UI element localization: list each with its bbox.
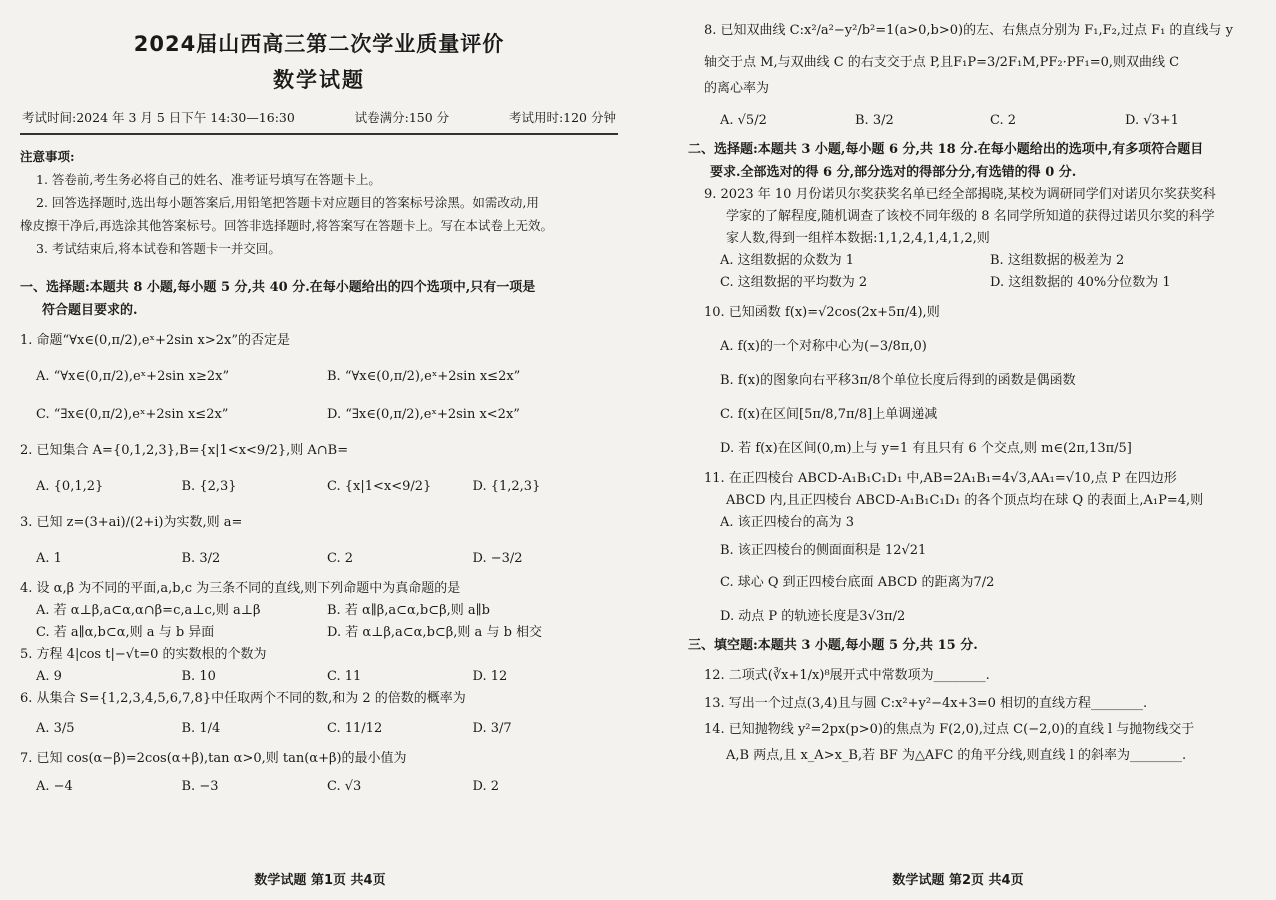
section-2-heading: 二、选择题:本题共 3 小题,每小题 6 分,共 18 分.在每小题给出的选项中,有多项符合题目 [688,142,1204,157]
option-a: A. 3/5 [36,721,75,736]
option-c: C. 若 a∥α,b⊂α,则 a 与 b 异面 [36,625,215,640]
section-3-heading: 三、填空题:本题共 3 小题,每小题 5 分,共 15 分. [688,638,978,653]
question-14-line-2: A,B 两点,且 x_A>x_B,若 BF 为△AFC 的角平分线,则直线 l 的斜率为________. [726,748,1187,763]
option-a: A. −4 [36,779,73,794]
exam-subject: 数学试题 [273,68,365,92]
option-a: A. √5/2 [720,113,767,128]
option-c: C. 2 [990,113,1017,128]
question-6: 6. 从集合 S={1,2,3,4,5,6,7,8}中任取两个不同的数,和为 2 的倍数的概率为 [20,691,466,706]
question-8-line-3: 的离心率为 [704,81,770,96]
option-c: C. 这组数据的平均数为 2 [720,275,868,290]
question-14-line-1: 14. 已知抛物线 y²=2px(p>0)的焦点为 F(2,0),过点 C(−2,0)的直线 l 与抛物线交于 [704,722,1195,737]
question-12: 12. 二项式(∛x+1/x)⁸展开式中常数项为________. [704,668,990,683]
question-1-options-2 [20,404,618,426]
option-b: B. 1/4 [181,721,221,736]
option-d: D. √3+1 [1125,113,1179,128]
option-d: D. 2 [472,779,499,794]
question-2-options [20,476,618,498]
option-a: A. “∀x∈(0,π/2),eˣ+2sin x≥2x” [36,369,230,384]
option-b: B. 这组数据的极差为 2 [990,253,1125,268]
question-3-options [20,548,618,570]
question-10: 10. 已知函数 f(x)=√2cos(2x+5π/4),则 [704,305,940,320]
question-13: 13. 写出一个过点(3,4)且与圆 C:x²+y²−4x+3=0 相切的直线方程________. [704,696,1148,711]
option-b: B. 该正四棱台的侧面面积是 12√21 [720,543,927,558]
exam-info [20,108,618,135]
option-b: B. “∀x∈(0,π/2),eˣ+2sin x≤2x” [327,369,521,384]
exam-time: 考试时间:2024 年 3 月 5 日下午 14:30—16:30 [22,110,295,125]
option-d: D. “∃x∈(0,π/2),eˣ+2sin x<2x” [327,407,520,422]
page-footer: 数学试题 第1页 共4页 [254,873,386,888]
notes [20,145,618,260]
option-a: A. 该正四棱台的高为 3 [720,515,855,530]
page-2 [640,0,1276,900]
option-c: C. 11 [327,669,362,684]
section-2-heading-cont: 要求.全部选对的得 6 分,部分选对的得部分分,有选错的得 0 分. [710,165,1077,180]
question-8-options [704,110,1260,132]
option-b: B. 3/2 [181,551,221,566]
option-c: C. √3 [327,779,362,794]
section-1-heading: 一、选择题:本题共 8 小题,每小题 5 分,共 40 分.在每小题给出的四个选项中,只有一项是 [20,280,536,295]
note-item: 3. 考试结束后,将本试卷和答题卡一并交回。 [36,241,281,256]
question-2: 2. 已知集合 A={0,1,2,3},B={x|1<x<9/2},则 A∩B= [20,443,349,458]
question-6-options [20,718,618,740]
option-a: A. 1 [36,551,62,566]
question-8-line-1: 8. 已知双曲线 C:x²/a²−y²/b²=1(a>0,b>0)的左、右焦点分别为 F₁,F₂,过点 F₁ 的直线与 y [704,23,1233,38]
option-b: B. 3/2 [855,113,894,128]
question-1-options [20,366,618,388]
question-8-line-2: 轴交于点 M,与双曲线 C 的右支交于点 P,且F₁P=3/2F₁M,PF₂·PF₁=0,则双曲线 C [704,55,1180,70]
option-c: C. 11/12 [327,721,383,736]
option-d: D. 12 [472,669,508,684]
option-b: B. {2,3} [181,479,237,494]
question-4-options [20,600,618,622]
option-d: D. 若 α⊥β,a⊂α,b⊂β,则 a 与 b 相交 [327,625,543,640]
option-b: B. 若 α∥β,a⊂α,b⊂β,则 a∥b [327,603,491,618]
question-11-line-2: ABCD 内,且正四棱台 ABCD-A₁B₁C₁D₁ 的各个顶点均在球 Q 的表面上,A₁P=4,则 [726,493,1204,508]
question-9-line-2: 学家的了解程度,随机调查了该校不同年级的 8 名同学所知道的获得过诺贝尔奖的科学 [726,209,1215,224]
option-c: C. {x|1<x<9/2} [327,479,432,494]
option-a: A. 9 [36,669,62,684]
option-a: A. 这组数据的众数为 1 [720,253,855,268]
option-c: C. 2 [327,551,354,566]
question-7-options [20,776,618,798]
duration: 考试用时:120 分钟 [508,110,616,125]
option-c: C. 球心 Q 到正四棱台底面 ABCD 的距离为7/2 [720,575,995,590]
option-a: A. 若 α⊥β,a⊂α,α∩β=c,a⊥c,则 a⊥β [36,603,261,618]
option-d: D. {1,2,3} [472,479,541,494]
option-c: C. “∃x∈(0,π/2),eˣ+2sin x≤2x” [36,407,229,422]
option-b: B. −3 [181,779,219,794]
question-1: 1. 命题“∀x∈(0,π/2),eˣ+2sin x>2x”的否定是 [20,333,291,348]
option-d: D. 这组数据的 40%分位数为 1 [990,275,1171,290]
note-item: 橡皮擦干净后,再选涂其他答案标号。回答非选择题时,将答案写在答题卡上。写在本试卷上无效。 [20,218,553,233]
option-a: A. f(x)的一个对称中心为(−3/8π,0) [720,339,927,354]
full-score: 试卷满分:150 分 [354,110,450,125]
option-d: D. 3/7 [472,721,512,736]
option-d: D. −3/2 [472,551,523,566]
option-d: D. 动点 P 的轨迹长度是3√3π/2 [720,609,906,624]
question-5: 5. 方程 4|cos t|−√t=0 的实数根的个数为 [20,647,267,662]
option-b: B. f(x)的图象向右平移3π/8个单位长度后得到的函数是偶函数 [720,373,1076,388]
question-9-options-2 [704,272,1260,294]
section-1-heading-cont: 符合题目要求的. [42,303,138,318]
question-7: 7. 已知 cos(α−β)=2cos(α+β),tan α>0,则 tan(α+β)的最小值为 [20,751,407,766]
notes-heading: 注意事项: [20,149,75,164]
option-a: A. {0,1,2} [36,479,104,494]
exam-title: 2024届山西高三第二次学业质量评价 [133,32,505,56]
question-9-line-1: 9. 2023 年 10 月份诺贝尔奖获奖名单已经全部揭晓,某校为调研同学们对诺贝尔奖获奖科 [704,187,1216,202]
question-9-options [704,250,1260,272]
question-3: 3. 已知 z=(3+ai)/(2+i)为实数,则 a= [20,515,243,530]
note-item: 2. 回答选择题时,选出每小题答案后,用铅笔把答题卡对应题目的答案标号涂黑。如需改动,用 [36,195,539,210]
page-footer: 数学试题 第2页 共4页 [892,873,1024,888]
question-5-options [20,666,618,688]
question-11-line-1: 11. 在正四棱台 ABCD-A₁B₁C₁D₁ 中,AB=2A₁B₁=4√3,AA₁=√10,点 P 在四边形 [704,471,1177,486]
option-b: B. 10 [181,669,216,684]
note-item: 1. 答卷前,考生务必将自己的姓名、准考证号填写在答题卡上。 [36,172,381,187]
question-4-options-2 [20,622,618,644]
option-d: D. 若 f(x)在区间(0,m)上与 y=1 有且只有 6 个交点,则 m∈(2π,13π/5] [720,441,1132,456]
question-4: 4. 设 α,β 为不同的平面,a,b,c 为三条不同的直线,则下列命题中为真命题的是 [20,581,461,596]
option-c: C. f(x)在区间[5π/8,7π/8]上单调递减 [720,407,938,422]
question-9-line-3: 家人数,得到一组样本数据:1,1,2,4,1,4,1,2,则 [726,231,990,246]
